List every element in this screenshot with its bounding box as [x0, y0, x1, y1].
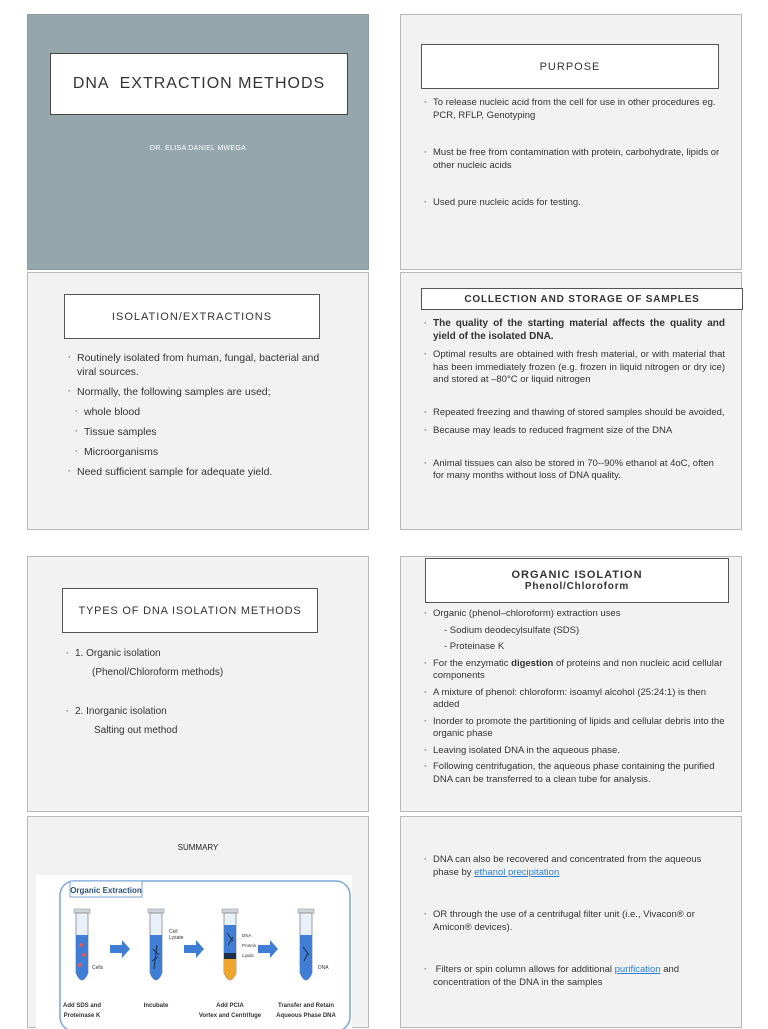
method-item: ▪ 1. Organic isolation	[66, 647, 336, 660]
bullet-item: ▪ Routinely isolated from human, fungal, bacterial and viral sources.	[68, 351, 324, 379]
tube-label-protein: Protein	[242, 943, 257, 948]
isolation-title: ISOLATION/EXTRACTIONS	[111, 310, 273, 323]
purification-link[interactable]: purification	[614, 964, 661, 975]
bullet-subitem: ▪ Tissue samples	[68, 425, 324, 439]
bullet-item: ▪ Optimal results are obtained with fresh material, or with material that has been immediately frozen (e.g. frozen in liquid nitrogen or dry ice) and stored at –80°C or liquid nitrogen	[424, 349, 725, 387]
step-label: Aqueous Phase DNA	[276, 1013, 336, 1019]
bullet-item: ▪ OR through the use of a centrifugal filter unit (i.e., Vivacon® or Amicon® devices).	[424, 909, 724, 934]
slide-collection-storage	[400, 272, 742, 530]
bullet-subitem: ▪ whole blood	[68, 405, 324, 419]
types-title: TYPES OF DNA ISOLATION METHODS	[78, 604, 302, 617]
bullet-text: DNA can also be recovered and concentrated from the aqueous phase by	[433, 854, 702, 878]
tube-lysate	[148, 909, 164, 980]
bullet-subitem: ▪ Microorganisms	[68, 445, 324, 459]
bullet-item: ▪ Repeated freezing and thawing of stored samples should be avoided,	[424, 407, 725, 420]
purpose-title-box	[421, 44, 719, 89]
bullet-text: of proteins and non nucleic acid cellular components	[433, 657, 723, 681]
slide-summary	[27, 816, 369, 1028]
bullet-bold-text: digestion	[511, 657, 554, 669]
bullet-item: ▪ Inorder to promote the partitioning of lipids and cellular debris into the organic phase	[424, 716, 728, 741]
organic-title: ORGANIC ISOLATION	[511, 569, 643, 581]
organic-extraction-diagram	[36, 875, 352, 1029]
purpose-bullets	[424, 96, 724, 209]
bullet-item	[424, 854, 724, 879]
step-label: Proteinase K	[63, 1013, 101, 1019]
bullet-item: ▪ The quality of the starting material affects the quality and yield of the isolated DNA.	[424, 318, 725, 343]
tube-label-dna: DNA	[242, 933, 252, 938]
step-label: Add SDS and	[62, 1003, 102, 1009]
bullet-item: ▪ Used pure nucleic acids for testing.	[424, 196, 724, 209]
method-subtext: Salting out method	[94, 725, 178, 736]
bullet-item: ▪ Following centrifugation, the aqueous phase containing the purified DNA can be transferred to a clean tube for analysis.	[424, 761, 728, 786]
step-label: Transfer and Retain	[277, 1003, 335, 1009]
bullet-item: ▪ Organic (phenol–chloroform) extraction uses	[424, 608, 728, 621]
tube-label-cells: Cells	[92, 965, 104, 971]
bullet-item	[424, 964, 724, 989]
tube-label-lysate-2: Lysate	[169, 935, 184, 941]
step-label: Incubate	[143, 1003, 169, 1009]
tube-label-lysate-1: Cell	[169, 929, 178, 935]
bullet-item: ▪ Need sufficient sample for adequate yield.	[68, 465, 324, 479]
slide-isolation	[27, 272, 369, 530]
tube-label-lipids: Lipids	[242, 953, 254, 958]
bullet-item: ▪ To release nucleic acid from the cell for use in other procedures eg. PCR, RFLP, Genotyping	[424, 96, 724, 122]
tube-cells	[74, 909, 90, 980]
bullet-item: ▪ Animal tissues can also be stored in 70--90% ethanol at 4oC, often for many months without loss of DNA quality.	[424, 458, 725, 483]
diagram-header: Organic Extraction	[70, 886, 142, 895]
bullet-item: ▪ Must be free from contamination with protein, carbohydrate, lipids or other nucleic acids	[424, 146, 724, 172]
bullet-text: For the enzymatic	[433, 657, 512, 669]
bullet-subitem: - Sodium deodecylsulfate (SDS)	[444, 624, 580, 636]
collection-bullets	[424, 318, 725, 483]
bullet-subitem: - Proteinase K	[444, 641, 505, 652]
recovery-bullets	[424, 854, 724, 989]
slide-organic-isolation	[400, 556, 742, 812]
bullet-item: ▪ Normally, the following samples are used;	[68, 385, 324, 399]
author-text: DR. ELISA DANIEL MWEGA	[149, 145, 247, 152]
slide-purpose	[400, 14, 742, 270]
ethanol-precipitation-link[interactable]: ethanol precipitation	[474, 866, 560, 878]
types-title-box	[62, 588, 318, 633]
title-box	[50, 53, 348, 115]
types-items	[66, 647, 336, 737]
collection-title-box	[421, 288, 743, 310]
slide-title	[27, 14, 369, 270]
method-item: ▪ 2. Inorganic isolation	[66, 705, 336, 718]
slide-title-text: DNA EXTRACTION METHODS	[72, 75, 326, 92]
bullet-item	[424, 658, 728, 683]
collection-title: COLLECTION AND STORAGE OF SAMPLES	[464, 293, 700, 305]
isolation-bullets	[68, 351, 324, 479]
slide-types	[27, 556, 369, 812]
slide-dna-recovery	[400, 816, 742, 1028]
step-label: Vortex and Centrifuge	[198, 1013, 262, 1019]
organic-bullets	[424, 608, 728, 786]
tube-label-dna-final: DNA	[318, 965, 329, 971]
bullet-item: ▪ Because may leads to reduced fragment size of the DNA	[424, 425, 725, 438]
isolation-title-box	[64, 294, 320, 339]
bullet-text: and concentration of the DNA in the samples	[433, 964, 680, 988]
purpose-title: PURPOSE	[539, 60, 601, 73]
summary-title: SUMMARY	[177, 843, 219, 852]
tube-phases	[222, 909, 238, 980]
bullet-item: ▪ Leaving isolated DNA in the aqueous phase.	[424, 745, 728, 758]
organic-subtitle: Phenol/Chloroform	[524, 581, 630, 592]
method-subtext: (Phenol/Chloroform methods)	[92, 667, 224, 678]
bullet-item: ▪ A mixture of phenol: chloroform: isoamyl alcohol (25:24:1) is then added	[424, 687, 728, 712]
step-label: Add PCIA	[216, 1003, 244, 1009]
tube-dna	[298, 909, 314, 980]
organic-title-box	[425, 558, 729, 603]
bullet-text: Filters or spin column allows for additional	[433, 964, 615, 975]
